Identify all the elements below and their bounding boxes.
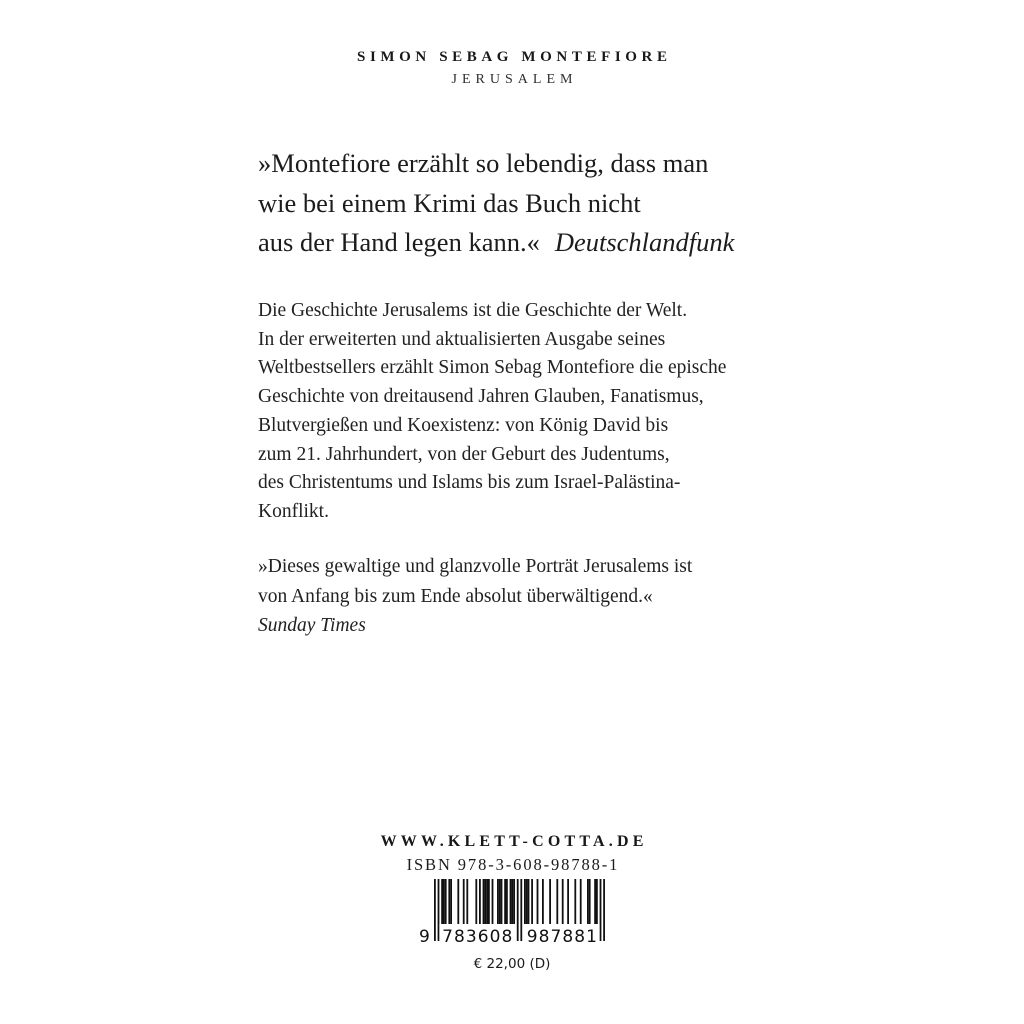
header [0,49,1024,88]
description-line: In der erweiterten und aktualisierten Ausgabe seines [258,328,666,350]
quote-line: wie bei einem Krimi das Buch nicht [258,187,641,218]
description-line: zum 21. Jahrhundert, von der Geburt des Judentums, [258,443,670,465]
price-label: € 22,00 (D) [473,956,551,972]
description-line: Konflikt. [258,500,329,522]
description-line: Blutvergießen und Koexistenz: von König David bis [258,414,669,436]
svg-text:987881: 987881 [526,927,597,947]
description-line: des Christentums und Islams bis zum Israel-Palästina- [258,472,681,494]
main-quote [258,144,798,263]
quote-line: »Montefiore erzählt so lebendig, dass man [258,148,709,178]
secondary-quote [258,552,798,641]
book-title: JERUSALEM [451,72,578,87]
quote-attribution: Deutschlandfunk [554,227,735,257]
description-line: Geschichte von dreitausend Jahren Glauben, Fanatismus, [258,386,704,408]
author-name: SIMON SEBAG MONTEFIORE [357,49,672,65]
isbn-number: ISBN 978-3-608-98788-1 [406,855,620,874]
publisher-website: WWW.KLETT-COTTA.DE [380,833,648,850]
description-paragraph [258,297,798,527]
quote-line-text: aus der Hand legen kann.« [258,227,540,257]
svg-text:783608: 783608 [442,927,513,947]
quote-line [258,223,798,263]
description-line: Weltbestsellers erzählt Simon Sebag Montefiore die epische [258,357,727,379]
description-line: Die Geschichte Jerusalems ist die Geschichte der Welt. [258,300,688,321]
quote-line: »Dieses gewaltige und glanzvolle Porträt Jerusalems ist [258,556,693,577]
quote-line: von Anfang bis zum Ende absolut überwältigend.« [258,585,653,607]
ean13-barcode [418,879,606,947]
barcode-container [0,879,1024,947]
svg-text:9: 9 [419,927,430,947]
quote-attribution: Sunday Times [258,615,366,637]
